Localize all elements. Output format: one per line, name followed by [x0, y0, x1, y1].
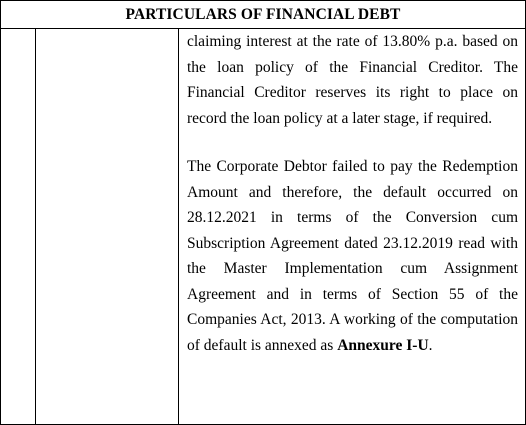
table-header: PARTICULARS OF FINANCIAL DEBT — [125, 5, 401, 23]
column-divider-2 — [178, 28, 179, 425]
paragraph-default-text: The Corporate Debtor failed to pay the Redemption Amount and therefore, the default occurred on 28.12.2021 in terms of the Conversion cum Subscription Agreement dated 23.12.2019 read with the Master Implementation cum Assignment Agreement and in terms of Section 55 of the Companies Act, 2013. A working of the computation of default is annexed as — [187, 158, 518, 354]
annexure-reference: Annexure I-U — [337, 336, 429, 354]
column-divider-1 — [35, 28, 36, 425]
particulars-cell — [187, 29, 518, 358]
table-left-border — [0, 0, 1, 425]
paragraph-interest: claiming interest at the rate of 13.80% p.a. based on the loan policy of the Financial Creditor. The Financial Creditor reserves its right to place on record the loan policy at a later stage, if required. — [187, 33, 518, 127]
paragraph-default — [187, 154, 518, 358]
paragraph-default-end: . — [428, 336, 433, 354]
